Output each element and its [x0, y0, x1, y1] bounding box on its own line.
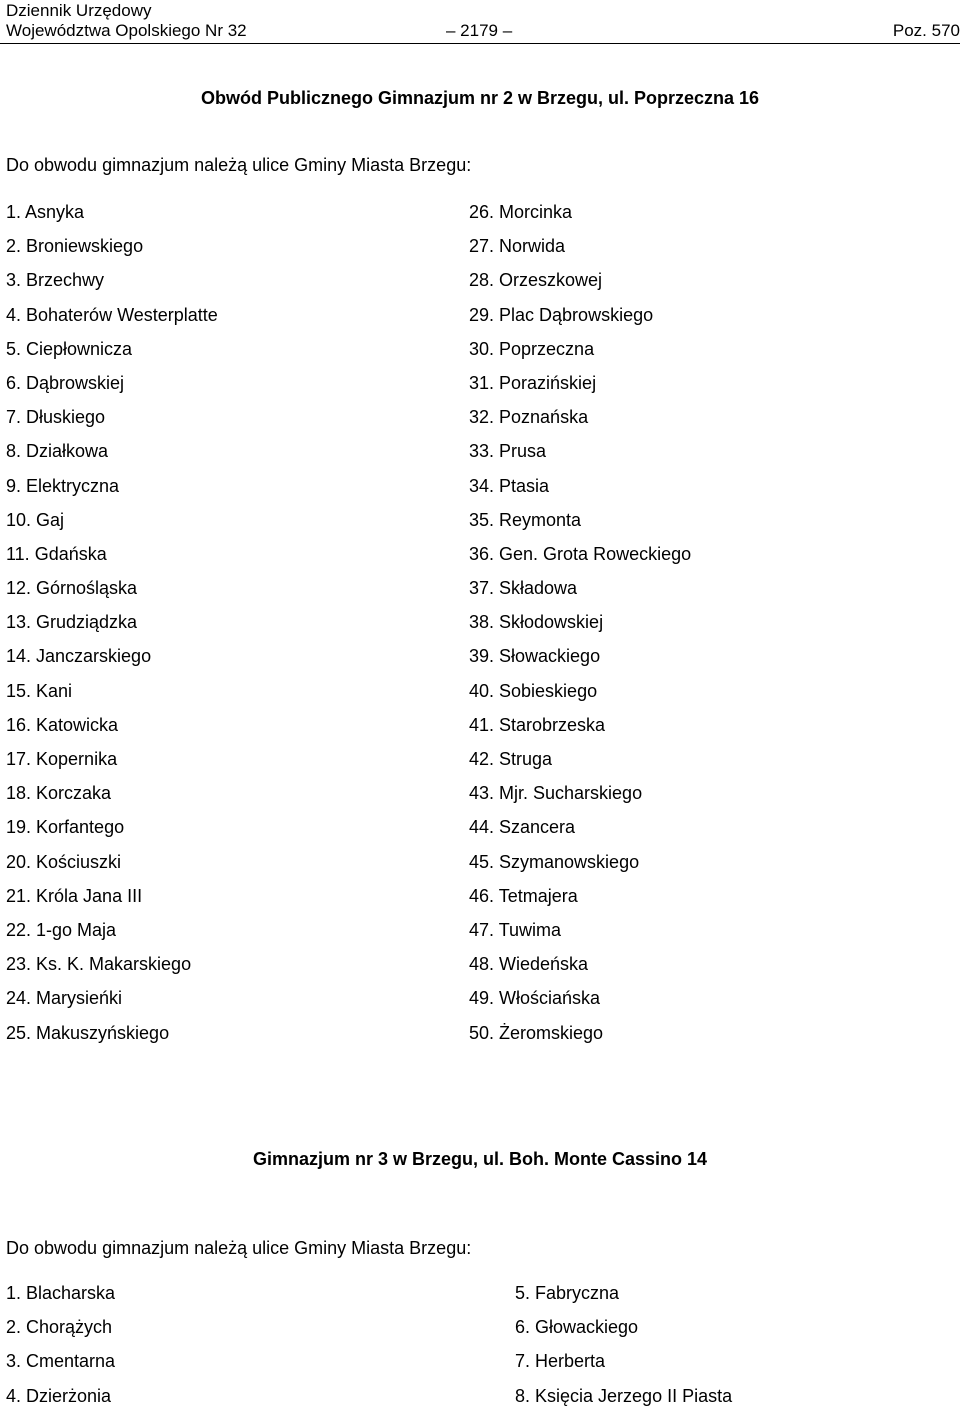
list-item: 2. Broniewskiego [6, 236, 144, 257]
list-item: 31. Porazińskiej [469, 372, 597, 393]
list-item: 32. Poznańska [469, 407, 589, 428]
list-item: 44. Szancera [469, 817, 576, 838]
list-item: 13. Grudziądzka [6, 612, 138, 633]
list-item: 36. Gen. Grota Roweckiego [469, 543, 692, 564]
list-item: 45. Szymanowskiego [469, 851, 640, 872]
list-item: 49. Włościańska [469, 988, 601, 1009]
section2-street-list-left [6, 1276, 115, 1413]
header-divider [0, 43, 960, 44]
list-item: 38. Skłodowskiej [469, 612, 604, 633]
list-item: 28. Orzeszkowej [469, 270, 603, 291]
list-item: 3. Brzechwy [6, 270, 105, 291]
list-item: 14. Janczarskiego [6, 646, 152, 667]
section2-intro: Do obwodu gimnazjum należą ulice Gminy Miasta Brzegu: [6, 1238, 472, 1258]
section1-intro: Do obwodu gimnazjum należą ulice Gminy Miasta Brzegu: [6, 155, 472, 175]
list-item: 34. Ptasia [469, 475, 550, 496]
section1-title: Obwód Publicznego Gimnazjum nr 2 w Brzegu, ul. Poprzeczna 16 [200, 88, 760, 108]
list-item: 50. Żeromskiego [469, 1022, 604, 1043]
list-item: 29. Plac Dąbrowskiego [469, 304, 654, 325]
list-item: 27. Norwida [469, 236, 566, 257]
list-item: 46. Tetmajera [469, 885, 578, 906]
list-item: 5. Fabryczna [515, 1283, 620, 1303]
list-item: 40. Sobieskiego [469, 680, 598, 701]
list-item: 16. Katowicka [6, 714, 119, 735]
list-item: 12. Górnośląska [6, 578, 138, 599]
list-item: 39. Słowackiego [469, 646, 601, 667]
list-item: 7. Herberta [515, 1351, 606, 1372]
list-item: 43. Mjr. Sucharskiego [469, 783, 643, 804]
journal-name: Dziennik Urzędowy [6, 1, 152, 20]
page-header [0, 0, 960, 44]
list-item: 6. Dąbrowskiej [6, 372, 125, 393]
list-item: 21. Króla Jana III [6, 885, 143, 906]
list-item: 20. Kościuszki [6, 851, 122, 872]
section1-street-list-left [6, 195, 218, 1050]
journal-region: Województwa Opolskiego Nr 32 [6, 21, 247, 40]
list-item: 33. Prusa [469, 441, 547, 462]
list-item: 24. Marysieńki [6, 988, 123, 1009]
list-item: 2. Chorążych [6, 1317, 113, 1338]
list-item: 48. Wiedeńska [469, 954, 589, 975]
list-item: 1. Blacharska [6, 1283, 116, 1303]
list-item: 22. 1-go Maja [6, 919, 117, 940]
list-item: 4. Dzierżonia [6, 1385, 112, 1406]
position-number: Poz. 570 [892, 21, 960, 40]
list-item: 25. Makuszyńskiego [6, 1022, 170, 1043]
list-item: 26. Morcinka [469, 202, 573, 222]
list-item: 17. Kopernika [6, 749, 118, 769]
list-item: 30. Poprzeczna [469, 338, 595, 359]
section1-street-list-right [469, 195, 691, 1050]
list-item: 6. Głowackiego [515, 1317, 639, 1338]
list-item: 8. Księcia Jerzego II Piasta [515, 1385, 733, 1406]
page-number: – 2179 – [446, 21, 513, 40]
list-item: 5. Ciepłownicza [6, 338, 133, 359]
list-item: 19. Korfantego [6, 817, 125, 838]
list-item: 47. Tuwima [469, 919, 562, 940]
list-item: 3. Cmentarna [6, 1351, 116, 1372]
list-item: 35. Reymonta [469, 509, 582, 530]
list-item: 41. Starobrzeska [469, 714, 606, 735]
section2-street-list-right [515, 1276, 732, 1413]
list-item: 9. Elektryczna [6, 475, 120, 496]
list-item: 7. Dłuskiego [6, 407, 106, 428]
list-item: 1. Asnyka [6, 202, 85, 222]
list-item: 37. Składowa [469, 578, 578, 599]
list-item: 11. Gdańska [6, 543, 107, 564]
list-item: 8. Działkowa [6, 441, 109, 462]
list-item: 10. Gaj [6, 509, 65, 530]
list-item: 18. Korczaka [6, 783, 112, 804]
list-item: 4. Bohaterów Westerplatte [6, 304, 218, 325]
list-item: 42. Struga [469, 749, 553, 769]
list-item: 23. Ks. K. Makarskiego [6, 954, 192, 975]
section2-title: Gimnazjum nr 3 w Brzegu, ul. Boh. Monte Cassino 14 [252, 1149, 708, 1169]
list-item: 15. Kani [6, 680, 73, 701]
